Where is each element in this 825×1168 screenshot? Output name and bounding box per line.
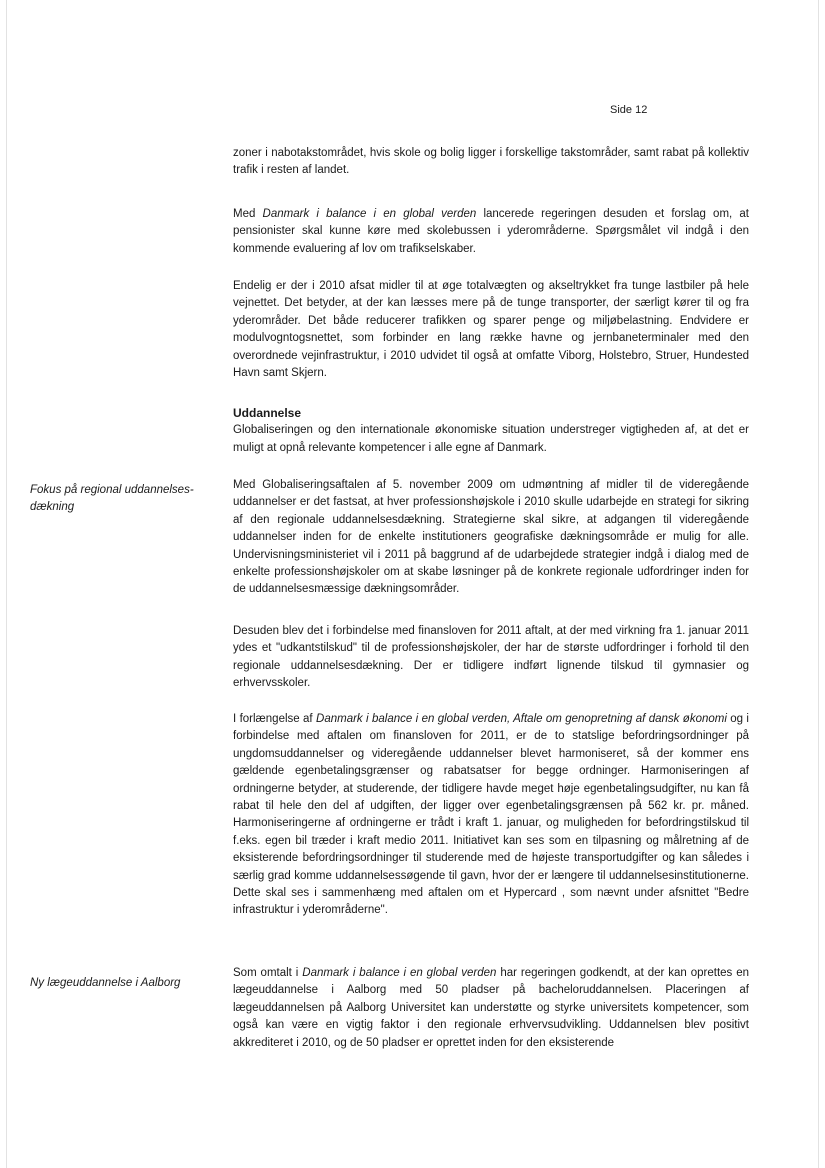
paragraph-1: zoner i nabotakstområdet, hvis skole og bolig ligger i forskellige takstområder, samt rabat på kollektiv trafik i resten af landet. [233, 147, 749, 177]
paragraph-4: Globaliseringen og den internationale økonomiske situation understreger vigtigheden af, at det er muligt at opnå relevante kompetencer i alle egne af Danmark. [233, 424, 749, 454]
section-heading: Uddannelse [233, 406, 302, 420]
scan-edge-left [6, 0, 7, 1168]
paragraph-3: Endelig er der i 2010 afsat midler til at øge totalvægten og akseltrykket fra tunge lastbiler på hele vejnettet. Det betyder, at der kan læsses mere på de tunge transporter, der særligt kører til og fra yderområder. Det både reducerer trafikken og sparer penge og miljøbelastning. Endvidere er modulvogntogsnettet, som forbinder en lang række havne og jernbaneterminaler med den overordnede vejinfrastruktur, i 2010 udvidet til også at omfatte Viborg, Holstebro, Struer, Hundested Havn samt Skjern. [233, 280, 749, 380]
title-reference: Danmark i balance i en global verden [302, 967, 497, 979]
margin-note-fokus: Fokus på regional uddannelses-dækning [30, 484, 194, 514]
title-reference: Danmark i balance i en global verden [262, 208, 477, 220]
paragraph-2: Med Danmark i balance i en global verden lancerede regeringen desuden et forslag om, at pensionister skal kunne køre med skolebussen i yderområderne. Spørgsmålet vil indgå i den kommende evaluering af lov om trafikselskaber. [233, 208, 749, 255]
section-uddannelse [233, 405, 749, 457]
title-reference: Danmark i balance i en global verden, Aftale om genopretning af dansk økonomi [316, 713, 727, 725]
paragraph-5: Med Globaliseringsaftalen af 5. november 2009 om udmøntning af midler til de videregående uddannelser er det fastsat, at hver professionshøjskole i 2010 skulle udarbejde en strategi for sikring af den regionale uddannelsesdækning. Strategierne skal sikre, at adgangen til videregående uddannelser inden for de enkelte institutioners geografiske dækningsområde er mulig for alle. Undervisningsministeriet vil i 2011 på baggrund af de udarbejdede strategier indgå i dialog med de enkelte professionshøjskoler om at skabe løsninger på de konkrete regionale udfordringer inden for de uddannelsesmæssige dækningsområder. [233, 479, 749, 596]
paragraph-6: Desuden blev det i forbindelse med finansloven for 2011 aftalt, at der med virkning fra 1. januar 2011 ydes et "udkantstilskud" til de professionshøjskoler, der har de største udfordringer i forhold til den regionale uddannelsesdækning. Der er tidligere indført lignende tilskud til gymnasier og erhvervsskoler. [233, 625, 749, 690]
paragraph-8: Som omtalt i Danmark i balance i en global verden har regeringen godkendt, at der kan oprettes en lægeuddannelse i Aalborg med 50 pladser på bacheloruddannelsen. Placeringen af lægeuddannelsen på Aalborg Universitet kan understøtte og styrke universitets kompetencer, som også kan være en vigtig faktor i den regionale erhvervsudvikling. Uddannelsen blev positivt akkrediteret i 2010, og de 50 pladser er oprettet inden for den eksisterende [233, 967, 749, 1049]
scan-edge-right [818, 0, 819, 1168]
margin-note-laege: Ny lægeuddannelse i Aalborg [30, 977, 181, 989]
page-number: Side 12 [610, 104, 648, 116]
paragraph-7: I forlængelse af Danmark i balance i en global verden, Aftale om genopretning af dansk økonomi og i forbindelse med aftalen om finansloven for 2011, er de to statslige befordringsordninger på ungdomsuddannelser og videregående uddannelser blevet harmoniseret, så der kommer ens gældende egenbetalingsgrænser og rabatsatser for begge ordninger. Harmoniseringen af ordningerne betyder, at studerende, der tidligere havde meget høje egenbetalingsudgifter, nu kan få rabat til hele den del af udgiften, der ligger over egenbetalingsgrænsen på 562 kr. pr. måned. Harmoniseringerne af ordningerne er trådt i kraft 1. januar, og muligheden for befordringstilskud til f.eks. egen bil træder i kraft medio 2011. Initiativet kan ses som en tilpasning og målretning af de eksisterende befordringsordninger til studerende med de højeste transportudgifter og kan således i særlig grad komme uddannelsessøgende til gavn, hvor der er længere til uddannelsesinstitutionerne. Dette skal ses i sammenhæng med aftalen om et Hypercard , som nævnt under afsnittet "Bedre infrastruktur i yderområderne". [233, 713, 749, 917]
